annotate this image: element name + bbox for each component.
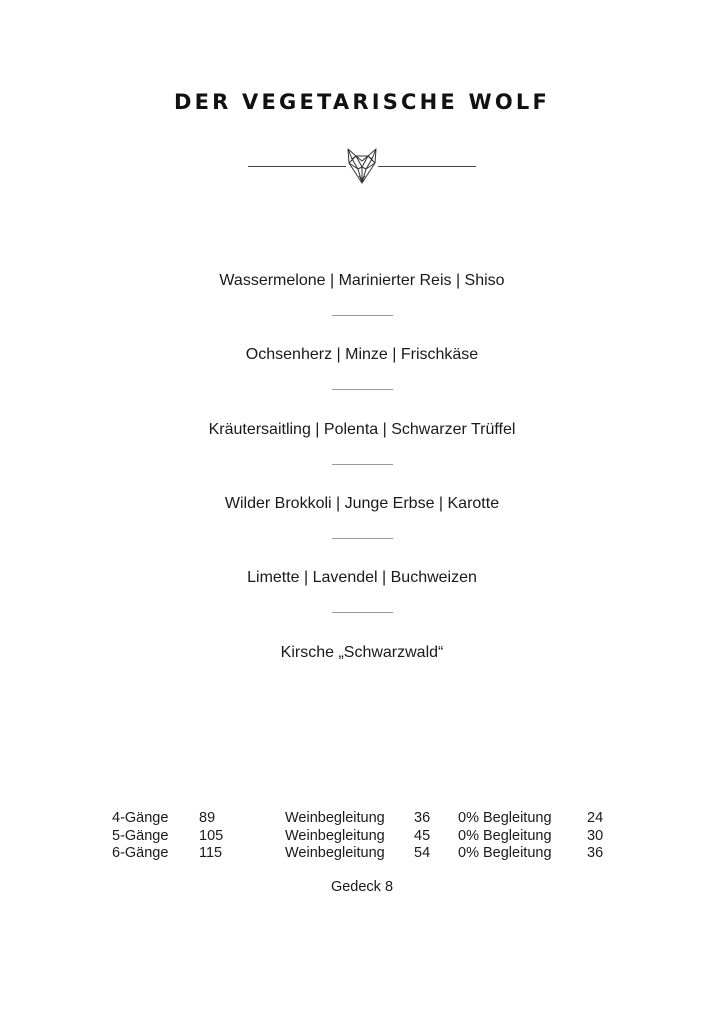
wine-pairing-price: 45 <box>414 828 431 844</box>
nonalcoholic-pairing-price: 24 <box>587 810 604 826</box>
menu-price: 115 <box>199 845 223 861</box>
emblem-line-left <box>248 166 346 167</box>
course-6: Kirsche „Schwarzwald“ <box>280 644 444 661</box>
course-4: Wilder Brokkoli | Junge Erbse | Karotte <box>224 495 500 512</box>
course-divider <box>332 612 393 613</box>
menu-price: 89 <box>199 810 216 826</box>
menu-size-label: 4-Gänge <box>112 810 169 826</box>
menu-size-label: 6-Gänge <box>112 845 169 861</box>
title-emblem <box>248 143 476 187</box>
menu-size-label: 5-Gänge <box>112 828 169 844</box>
course-divider <box>332 538 393 539</box>
menu-title: DER VEGETARISCHE WOLF <box>173 90 551 114</box>
price-row <box>0 810 724 828</box>
course-2: Ochsenherz | Minze | Frischkäse <box>245 346 479 363</box>
nonalcoholic-pairing-price: 30 <box>587 828 604 844</box>
nonalcoholic-pairing-label: 0% Begleitung <box>458 828 552 844</box>
wine-pairing-label: Weinbegleitung <box>285 845 385 861</box>
price-row <box>0 845 724 863</box>
price-row <box>0 828 724 846</box>
nonalcoholic-pairing-label: 0% Begleitung <box>458 810 552 826</box>
course-divider <box>332 464 393 465</box>
nonalcoholic-pairing-label: 0% Begleitung <box>458 845 552 861</box>
course-3: Kräutersaitling | Polenta | Schwarzer Trüffel <box>208 421 516 438</box>
wine-pairing-price: 54 <box>414 845 431 861</box>
wine-pairing-label: Weinbegleitung <box>285 810 385 826</box>
course-divider <box>332 315 393 316</box>
course-divider <box>332 389 393 390</box>
emblem-line-right <box>378 166 476 167</box>
wine-pairing-price: 36 <box>414 810 431 826</box>
fox-head-icon <box>346 145 378 185</box>
nonalcoholic-pairing-price: 36 <box>587 845 604 861</box>
course-1: Wassermelone | Marinierter Reis | Shiso <box>219 272 505 289</box>
cover-charge: Gedeck 8 <box>330 879 394 895</box>
course-5: Limette | Lavendel | Buchweizen <box>247 569 477 586</box>
menu-price: 105 <box>199 828 224 844</box>
wine-pairing-label: Weinbegleitung <box>285 828 385 844</box>
